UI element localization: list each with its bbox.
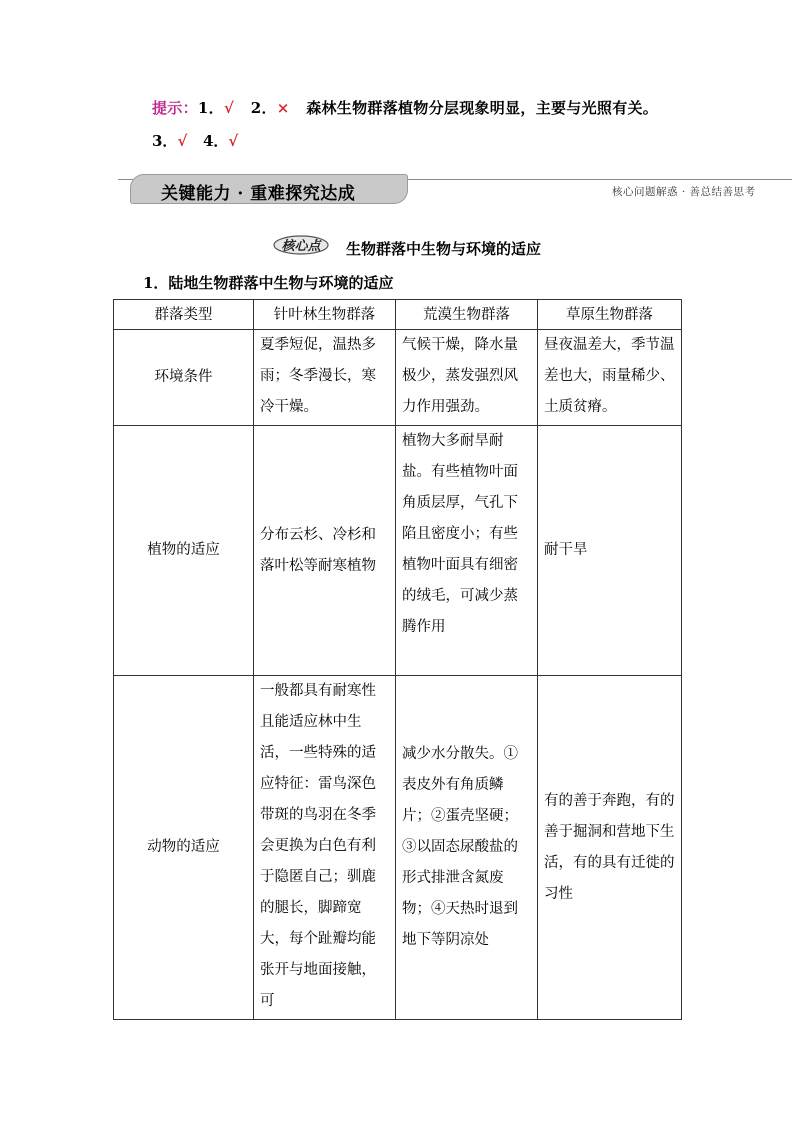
row-label: 动物的适应 — [114, 676, 254, 1020]
table-header-row — [114, 300, 682, 330]
subsection-title: 1．陆地生物群落中生物与环境的适应 — [143, 274, 394, 292]
table-header-cell: 针叶林生物群落 — [254, 300, 396, 330]
core-point-title: 生物群落中生物与环境的适应 — [346, 240, 542, 258]
hint-explanation: 森林生物群落植物分层现象明显，主要与光照有关。 — [306, 99, 659, 117]
section-title: 关键能力 · 重难探究达成 — [161, 184, 356, 204]
hint-line-2 — [152, 130, 238, 151]
hint-item-2: 2． — [250, 99, 277, 117]
check-icon: √ — [228, 132, 239, 150]
table-cell: 一般都具有耐寒性且能适应林中生活，一些特殊的适应特征：雷鸟深色带斑的鸟羽在冬季会更换为白色有利于隐匿自己；驯鹿的腿长，脚蹄宽大，每个趾瓣均能张开与地面接触，可 — [254, 676, 396, 1020]
table-header-cell: 草原生物群落 — [538, 300, 682, 330]
table-row — [114, 330, 682, 426]
table-cell: 减少水分散失。①表皮外有角质鳞片；②蛋壳坚硬；③以固态尿酸盐的形式排泄含氮废物；④天热时退到地下等阴凉处 — [396, 676, 538, 1020]
hint-item-3: 3． — [152, 132, 178, 150]
table-cell: 夏季短促，温热多雨；冬季漫长，寒冷干燥。 — [254, 330, 396, 426]
core-point-badge — [272, 234, 330, 256]
table-cell: 有的善于奔跑，有的善于掘洞和营地下生活，有的具有迁徙的习性 — [538, 676, 682, 1020]
row-label: 植物的适应 — [114, 426, 254, 676]
table-row — [114, 426, 682, 676]
table-cell: 植物大多耐旱耐盐。有些植物叶面角质层厚，气孔下陷且密度小；有些植物叶面具有细密的绒毛，可减少蒸腾作用 — [396, 426, 538, 676]
table-cell: 气候干燥，降水量极少，蒸发强烈风力作用强劲。 — [396, 330, 538, 426]
table-cell: 分布云杉、冷杉和落叶松等耐寒植物 — [254, 426, 396, 676]
table-row — [114, 676, 682, 1020]
core-point-badge-text: 核心点 — [281, 239, 321, 254]
hint-label: 提示： — [152, 99, 198, 117]
adaptation-table — [113, 299, 682, 1020]
hint-item-1: 1． — [197, 99, 224, 117]
check-icon: √ — [177, 132, 188, 150]
table-cell: 耐干旱 — [538, 426, 682, 676]
row-label: 环境条件 — [114, 330, 254, 426]
section-tagline: 核心问题解惑 · 善总结善思考 — [612, 186, 756, 198]
cross-icon: × — [276, 99, 290, 117]
hint-line-1 — [152, 97, 658, 118]
hint-item-4: 4． — [202, 132, 229, 150]
table-header-cell: 群落类型 — [114, 300, 254, 330]
table-header-cell: 荒漠生物群落 — [396, 300, 538, 330]
check-icon: √ — [223, 99, 235, 117]
table-cell: 昼夜温差大，季节温差也大，雨量稀少、土质贫瘠。 — [538, 330, 682, 426]
